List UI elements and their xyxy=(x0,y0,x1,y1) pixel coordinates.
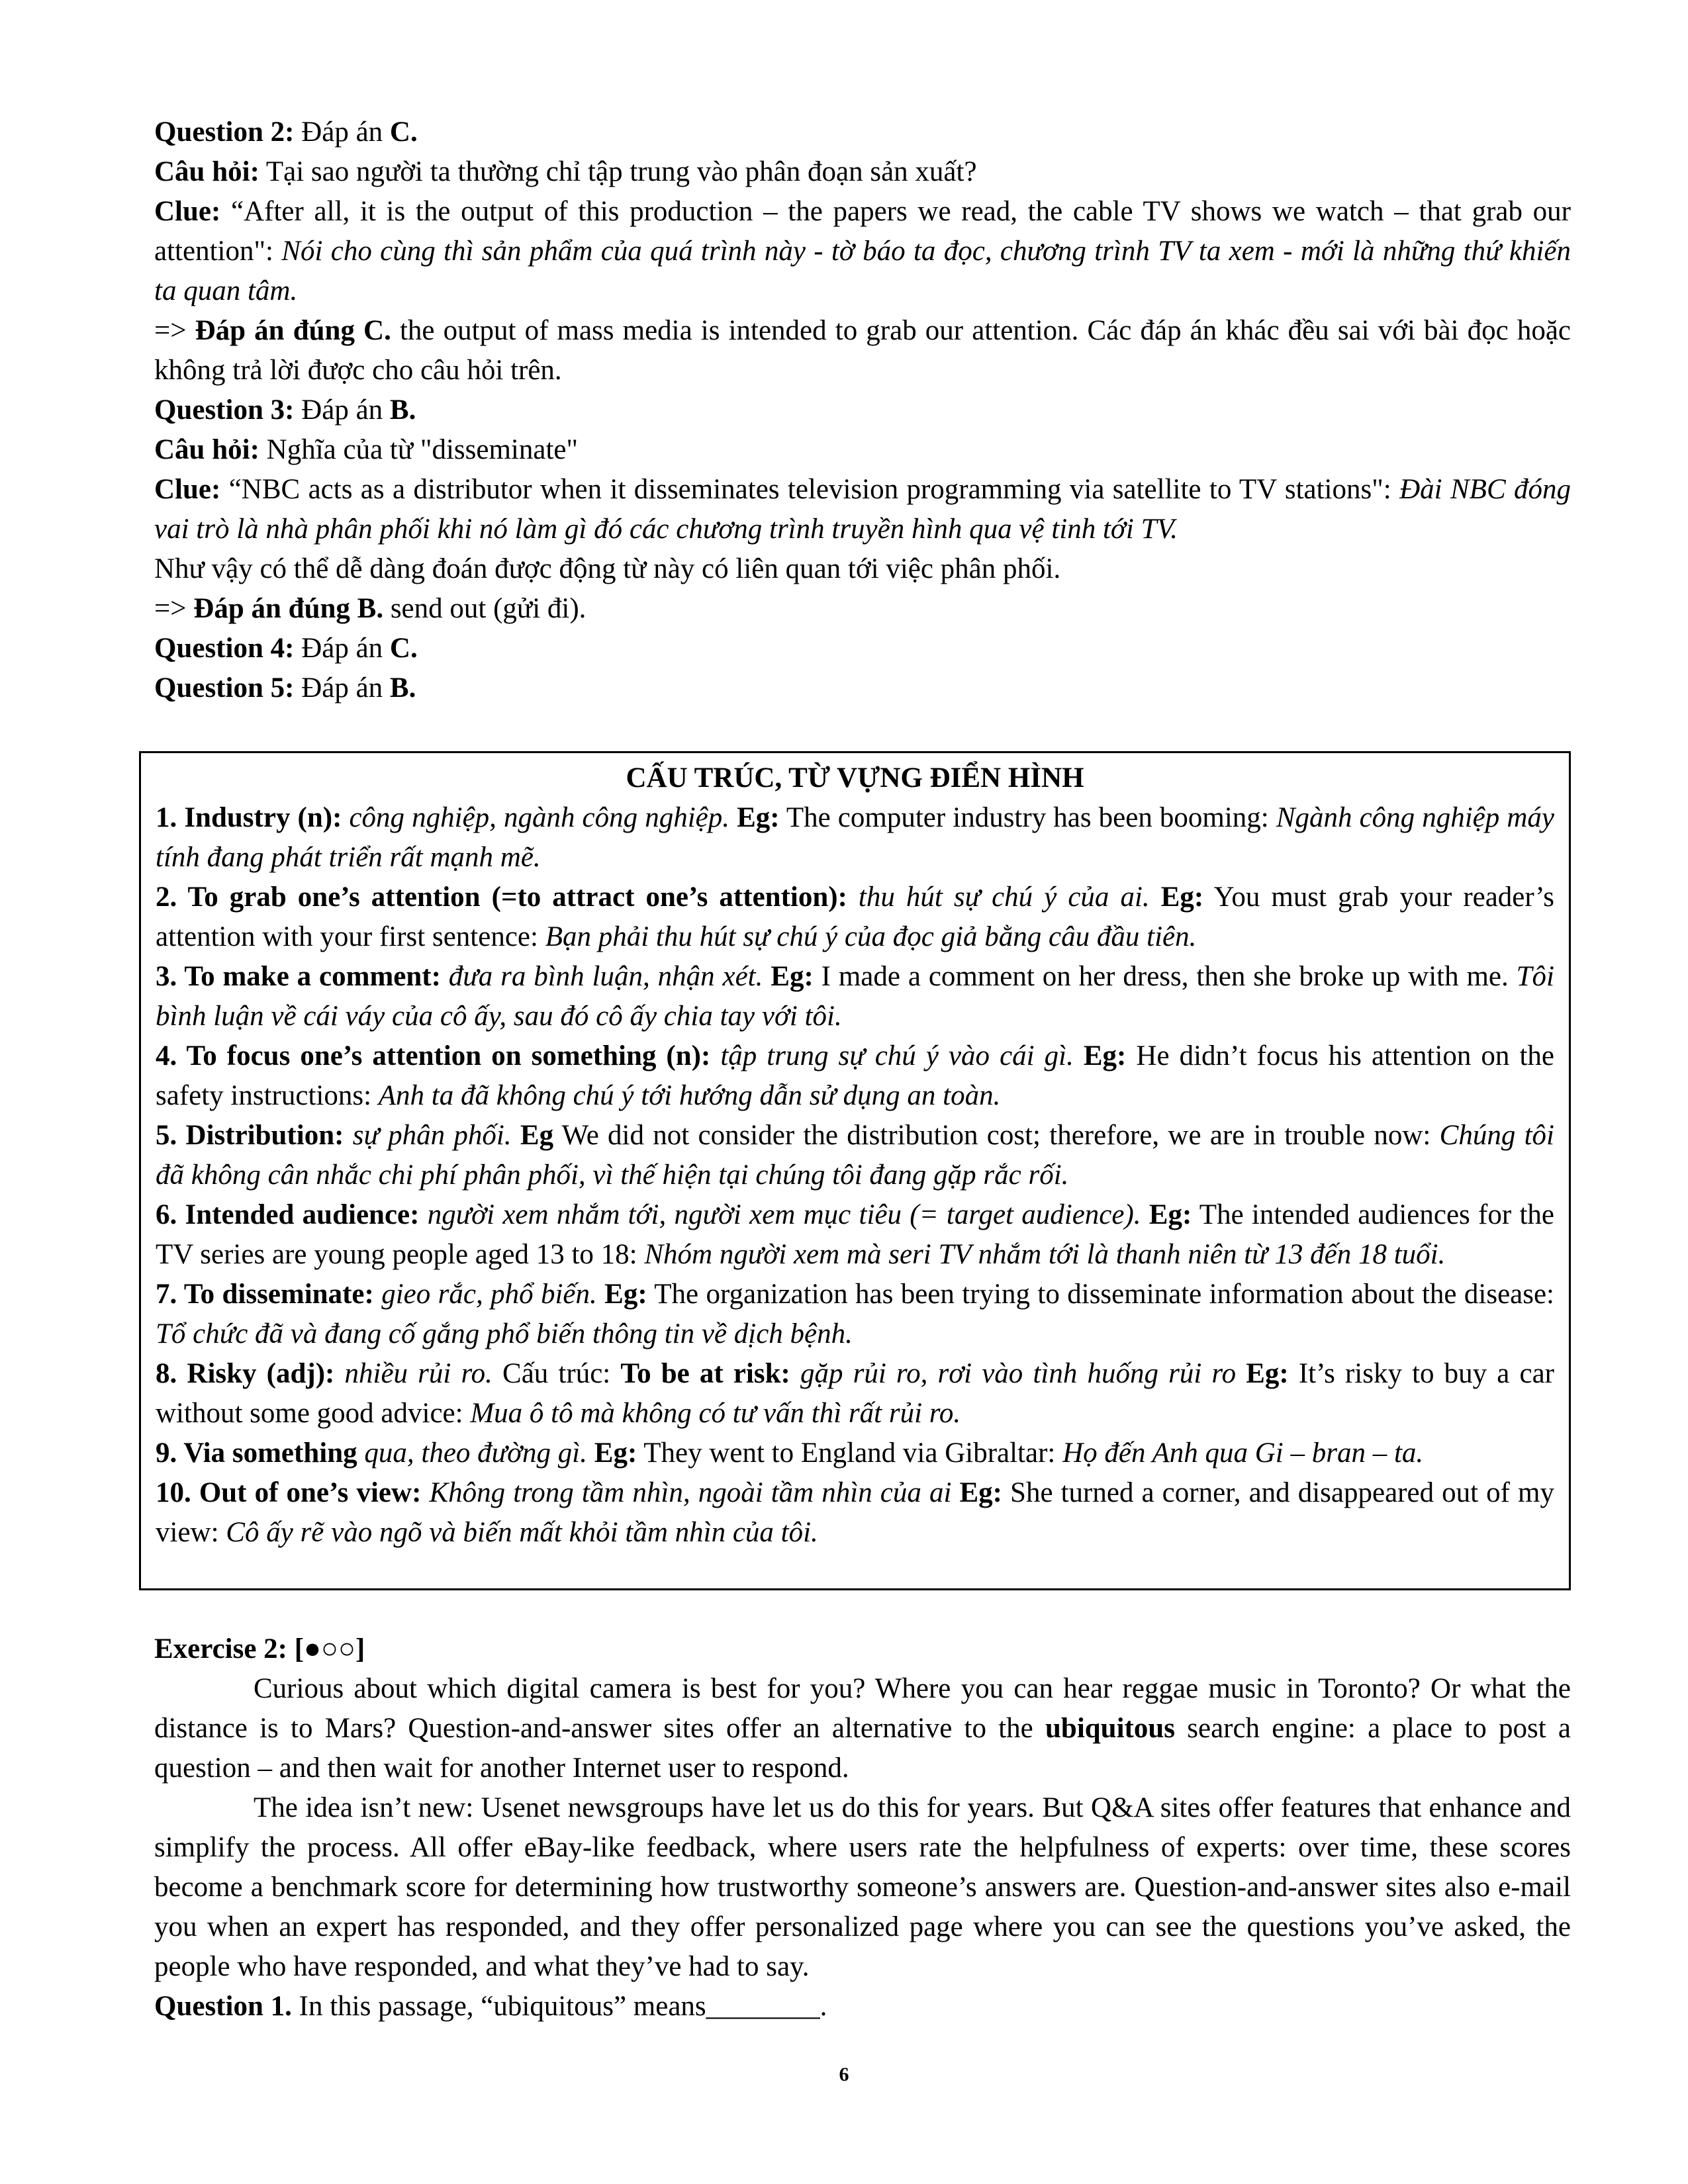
bold-text: Clue: xyxy=(154,196,221,227)
text: “NBC acts as a distributor when it disseminates television programming via satellite to TV stations": xyxy=(220,474,1400,505)
text: Cấu trúc: xyxy=(492,1358,621,1389)
bold-text: Eg: xyxy=(1149,882,1204,913)
bold-text: 1. Industry (n): xyxy=(156,802,342,833)
text: He didn’t focus his attention on the safety instructions: xyxy=(156,1040,1554,1111)
italic-text: Anh ta đã không chú ý tới hướng dẫn sử dụng an toàn. xyxy=(378,1080,1001,1111)
bold-text: Eg: xyxy=(596,1279,647,1310)
text: We did not consider the distribution cost; therefore, we are in trouble now: xyxy=(553,1120,1440,1151)
vocabulary-item xyxy=(156,1354,1554,1433)
answer-paragraph xyxy=(154,470,1571,549)
italic-text: người xem nhắm tới, người xem mục tiêu (= target audience). xyxy=(419,1199,1141,1230)
text: “After all, it is the output of this production – the papers we read, the cable TV shows we watch – that grab our attention": xyxy=(154,196,1571,267)
vocabulary-box-title: CẤU TRÚC, TỪ VỰNG ĐIỂN HÌNH xyxy=(626,762,1084,794)
bold-text: Đáp án đúng B. xyxy=(193,593,384,624)
answer-paragraph xyxy=(154,549,1571,589)
vocabulary-item xyxy=(156,1036,1554,1116)
exercise-paragraph xyxy=(154,1987,1571,2026)
bold-text: 8. Risky (adj): xyxy=(156,1358,335,1389)
text: They went to England via Gibraltar: xyxy=(637,1437,1063,1469)
bold-text: Question 5: xyxy=(154,672,295,704)
bold-text: 10. Out of one’s view: xyxy=(156,1477,422,1508)
bold-text: B. xyxy=(389,394,416,426)
italic-text: gặp rủi ro, rơi vào tình huống rủi ro xyxy=(790,1358,1237,1389)
exercise-paragraph xyxy=(154,1629,1571,1669)
italic-text: Không trong tầm nhìn, ngoài tầm nhìn của ai xyxy=(421,1477,952,1508)
exercise-2 xyxy=(154,1629,1571,2026)
bold-text: Eg: xyxy=(729,802,780,833)
bold-text: Question 1. xyxy=(154,1991,292,2022)
answer-paragraph xyxy=(154,589,1571,629)
text: The idea isn’t new: Usenet newsgroups have let us do this for years. But Q&A sites offer features that enhance and simplify the process. All offer eBay-like feedback, where users rate the helpfulness of experts: over time, these scores become a benchmark score for determining how trustworthy someone’s answers are. Question-and-answer sites also e-mail you when an expert has responded, and they offer personalized page where you can see the questions you’ve asked, the people who have responded, and what they’ve had to say. xyxy=(154,1792,1571,1982)
bold-text: Question 4: xyxy=(154,633,295,664)
bold-text: C. xyxy=(389,116,418,148)
answer-paragraph xyxy=(154,430,1571,470)
bold-text: 6. Intended audience: xyxy=(156,1199,420,1230)
bold-text: Eg: xyxy=(1141,1199,1192,1230)
page-number: 6 xyxy=(839,2064,849,2085)
text: You must grab your reader’s attention with your first sentence: xyxy=(156,882,1554,952)
italic-text: Tổ chức đã và đang cố gắng phổ biến thông tin về dịch bệnh. xyxy=(156,1318,853,1349)
text: Tại sao người ta thường chỉ tập trung vào phân đoạn sản xuất? xyxy=(259,156,977,187)
exercise-paragraph xyxy=(154,1788,1571,1987)
italic-text: Mua ô tô mà không có tư vấn thì rất rủi ro. xyxy=(470,1398,961,1429)
italic-text: Họ đến Anh qua Gi – bran – ta. xyxy=(1062,1437,1424,1469)
italic-text: Nhóm người xem mà seri TV nhắm tới là thanh niên từ 13 đến 18 tuổi. xyxy=(644,1239,1446,1270)
answer-paragraph xyxy=(154,668,1571,708)
text: I made a comment on her dress, then she broke up with me. xyxy=(813,961,1517,992)
text: It’s risky to buy a car without some good advice: xyxy=(156,1358,1555,1429)
vocabulary-item xyxy=(156,957,1554,1036)
vocabulary-item xyxy=(156,1275,1554,1354)
italic-text: nhiều rủi ro. xyxy=(334,1358,492,1389)
vocabulary-box xyxy=(139,751,1571,1590)
text: The intended audiences for the TV series are young people aged 13 to 18: xyxy=(156,1199,1554,1270)
bold-text: ubiquitous xyxy=(1045,1713,1176,1744)
bold-text: Eg: xyxy=(587,1437,637,1469)
italic-text: đưa ra bình luận, nhận xét. xyxy=(440,961,763,992)
answer-paragraph xyxy=(154,311,1571,390)
italic-text: Tôi bình luận về cái váy của cô ấy, sau đó cô ấy chia tay với tôi. xyxy=(156,961,1555,1032)
answer-explanations xyxy=(154,113,1571,708)
italic-text: Chúng tôi đã không cân nhắc chi phí phân phối, vì thế hiện tại chúng tôi đang gặp rắc rối. xyxy=(156,1120,1554,1191)
italic-text: Ngành công nghiệp máy tính đang phát triển rất mạnh mẽ. xyxy=(156,802,1554,873)
bold-text: Đáp án đúng C. xyxy=(195,315,391,346)
bold-text: C. xyxy=(389,633,418,664)
text: Nghĩa của từ "disseminate" xyxy=(259,434,579,465)
bold-text: Câu hỏi: xyxy=(154,156,259,187)
bold-text: Question 3: xyxy=(154,394,295,426)
italic-text: Nói cho cùng thì sản phẩm của quá trình này - tờ báo ta đọc, chương trình TV ta xem - mới là những thứ khiến ta quan tâm. xyxy=(154,236,1571,306)
text: The organization has been trying to disseminate information about the disease: xyxy=(647,1279,1555,1310)
bold-text: Clue: xyxy=(154,474,221,505)
bold-text: Question 2: xyxy=(154,116,295,148)
text: Như vậy có thể dễ dàng đoán được động từ này có liên quan tới việc phân phối. xyxy=(154,553,1061,584)
text: Đáp án xyxy=(294,394,390,426)
italic-text: thu hút sự chú ý của ai. xyxy=(847,882,1150,913)
text: She turned a corner, and disappeared out of my view: xyxy=(156,1477,1554,1548)
vocabulary-item xyxy=(156,1473,1554,1553)
vocabulary-list xyxy=(156,798,1554,1553)
bold-text: 2. To grab one’s attention (=to attract one’s attention): xyxy=(156,882,847,913)
bold-text: 3. To make a comment: xyxy=(156,961,441,992)
italic-text: sự phân phối. xyxy=(344,1120,512,1151)
bold-text: Câu hỏi: xyxy=(154,434,259,465)
bold-text: Eg: xyxy=(951,1477,1002,1508)
text: The computer industry has been booming: xyxy=(779,802,1276,833)
bold-text: 7. To disseminate: xyxy=(156,1279,374,1310)
vocabulary-item xyxy=(156,1116,1554,1195)
vocabulary-item xyxy=(156,878,1554,957)
vocabulary-item xyxy=(156,798,1554,878)
italic-text: Bạn phải thu hút sự chú ý của đọc giả bằng câu đầu tiên. xyxy=(545,921,1197,952)
bold-text: B. xyxy=(389,672,416,704)
italic-text: công nghiệp, ngành công nghiệp. xyxy=(342,802,729,833)
answer-paragraph xyxy=(154,629,1571,668)
bold-text: Eg: xyxy=(1073,1040,1127,1071)
text: Curious about which digital camera is best for you? Where you can hear reggae music in Toronto? Or what the distance is to Mars? Question-and-answer sites offer an alternative to the xyxy=(154,1673,1571,1744)
text: In this passage, “ubiquitous” means________. xyxy=(291,1991,827,2022)
italic-text: Đài NBC đóng vai trò là nhà phân phối khi nó làm gì đó các chương trình truyền hình qua vệ tinh tới TV. xyxy=(154,474,1571,545)
bold-text: 9. Via something xyxy=(156,1437,357,1469)
bold-text: 5. Distribution: xyxy=(156,1120,344,1151)
bold-text: Exercise 2: [●○○] xyxy=(154,1633,365,1664)
italic-text: Cô ấy rẽ vào ngõ và biến mất khỏi tầm nhìn của tôi. xyxy=(226,1517,818,1548)
italic-text: gieo rắc, phổ biến. xyxy=(373,1279,597,1310)
text: Đáp án xyxy=(294,672,390,704)
text: => xyxy=(154,593,194,624)
text: Đáp án xyxy=(294,633,390,664)
exercise-paragraph xyxy=(154,1669,1571,1788)
bold-text: To be at risk: xyxy=(620,1358,790,1389)
text: search engine: a place to post a question – and then wait for another Internet user to respond. xyxy=(154,1713,1571,1784)
answer-paragraph xyxy=(154,152,1571,192)
italic-text: tập trung sự chú ý vào cái gì. xyxy=(710,1040,1074,1071)
answer-paragraph xyxy=(154,113,1571,152)
vocabulary-item xyxy=(156,1433,1554,1473)
bold-text: Eg: xyxy=(1236,1358,1289,1389)
bold-text: Eg xyxy=(511,1120,554,1151)
answer-paragraph xyxy=(154,192,1571,311)
text: Đáp án xyxy=(294,116,390,148)
text: => xyxy=(154,315,195,346)
answer-paragraph xyxy=(154,390,1571,430)
text: send out (gửi đi). xyxy=(383,593,586,624)
italic-text: qua, theo đường gì. xyxy=(357,1437,588,1469)
vocabulary-item xyxy=(156,1195,1554,1275)
bold-text: 4. To focus one’s attention on something (n): xyxy=(156,1040,711,1071)
bold-text: Eg: xyxy=(763,961,814,992)
text: the output of mass media is intended to grab our attention. Các đáp án khác đều sai với bài đọc hoặc không trả lời được cho câu hỏi trên. xyxy=(154,315,1571,386)
